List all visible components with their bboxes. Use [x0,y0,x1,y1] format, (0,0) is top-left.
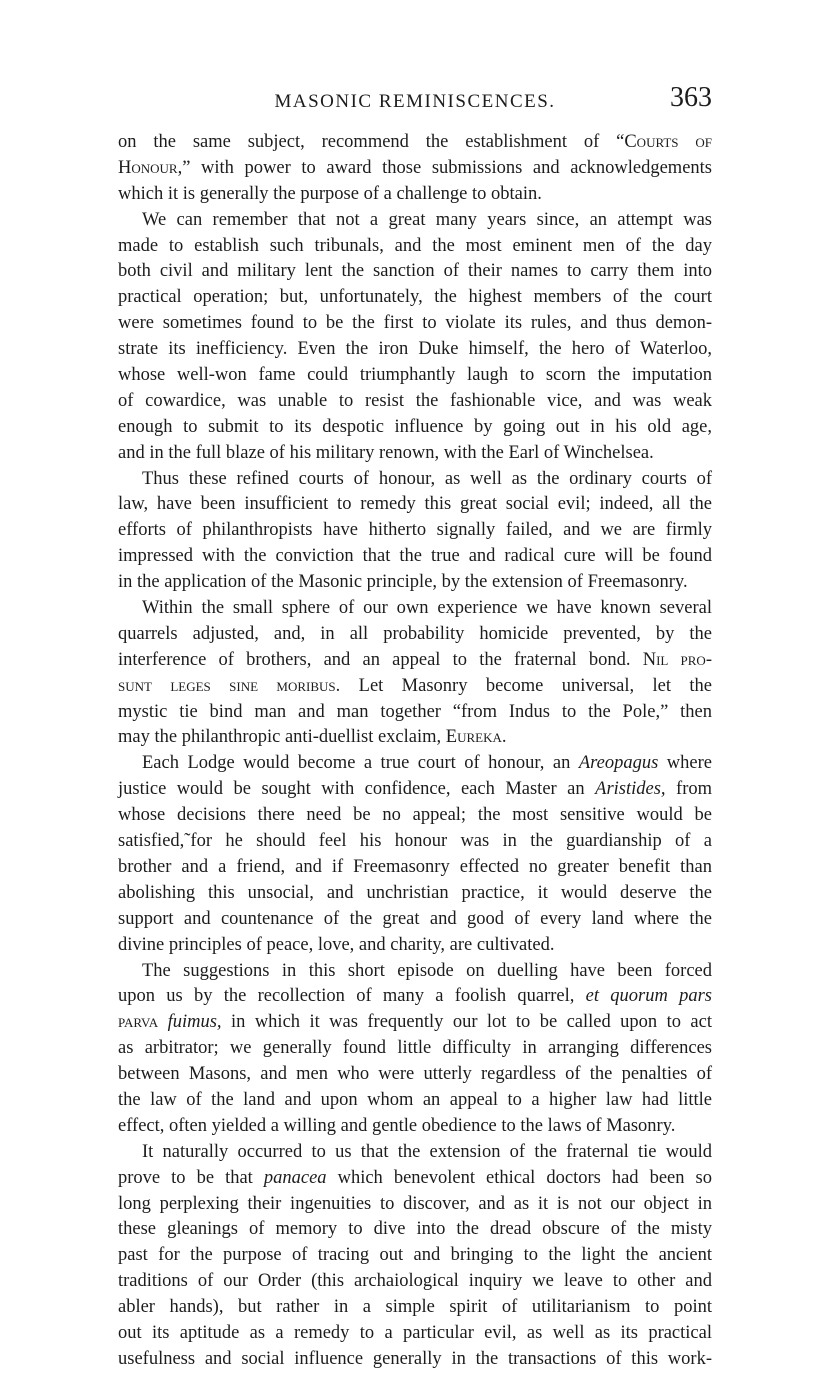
text-line [118,803,712,829]
text-line [118,415,712,441]
text-segment: which benevolent ethical doctors had been so [326,1167,712,1188]
text-line [118,389,712,415]
text-segment: Thus these refined courts of honour, as well as the ordinary courts of [142,468,712,489]
text-segment: ” with power to award those submissions and acknowledgements [182,157,712,178]
text-line [118,751,712,777]
text-segment: which it is generally the purpose of a challenge to obtain. [118,183,542,204]
text-segment: in which it was frequently our lot to be called upon to act [221,1012,712,1033]
text-line [118,1243,712,1269]
text-line [118,622,712,648]
text-line [118,441,712,467]
text-line [118,907,712,933]
text-line [118,285,712,311]
text-line [118,777,712,803]
text-segment: mystic tie bind man and man together “from Indus to the Pole,” then [118,701,712,722]
text-segment: where [658,753,712,774]
text-line [118,182,712,208]
text-line [118,725,712,751]
text-line [118,311,712,337]
text-line [118,674,712,700]
text-line [118,933,712,959]
text-segment: on the same subject, recommend the establishment of “ [118,132,625,152]
text-line [118,648,712,674]
text-segment: the law of the land and upon whom an appeal to a higher law had little [118,1089,712,1110]
text-segment: Let Masonry become universal, let the [340,675,712,696]
text-line [118,1010,712,1036]
italic-text: fuimus, [167,1012,222,1033]
text-segment: whose decisions there need be no appeal; the most sensitive would be [118,805,712,826]
text-line [118,1269,712,1295]
text-line [118,492,712,518]
text-line [118,337,712,363]
text-line [118,1062,712,1088]
text-line [118,1192,712,1218]
text-segment: in the application of the Masonic principle, by the extension of Freemasonry. [118,572,688,593]
text-segment: these gleanings of memory to dive into the dread obscure of the misty [118,1219,712,1240]
text-segment: satisfied,˜for he should feel his honour was in the guardianship of a [118,831,712,852]
text-segment: of cowardice, was unable to resist the fashionable vice, and was weak [118,390,712,411]
text-segment: law, have been insufficient to remedy this great social evil; indeed, all the [118,494,712,515]
page-number: 363 [670,82,712,113]
text-line [118,984,712,1010]
text-segment: as arbitrator; we generally found little difficulty in arranging differences [118,1038,712,1059]
text-segment: interference of brothers, and an appeal to the fraternal bond. [118,649,643,670]
italic-text: et quorum pars [585,986,712,1007]
text-line [118,700,712,726]
text-segment: efforts of philanthropists have hitherto signally failed, and we are firmly [118,520,712,541]
text-line [118,959,712,985]
text-segment: between Masons, and men who were utterly regardless of the penalties of [118,1064,712,1085]
italic-text: Aristides, [595,779,666,800]
text-line [118,363,712,389]
text-segment: abolishing this unsocial, and unchristian practice, it would deserve the [118,882,712,903]
body-text [118,130,712,1373]
text-segment: out its aptitude as a remedy to a particular evil, as well as its practical [118,1322,712,1343]
text-segment: support and countenance of the great and good of every land where the [118,908,712,929]
text-line [118,1140,712,1166]
text-line [118,518,712,544]
text-line [118,1088,712,1114]
text-segment: past for the purpose of tracing out and bringing to the light the ancient [118,1245,712,1266]
text-segment: may the philanthropic anti-duellist exclaim, [118,727,446,748]
running-head [118,82,712,118]
text-line [118,234,712,260]
small-caps-text: Eureka. [445,727,507,748]
text-line [118,881,712,907]
text-segment: upon us by the recollection of many a foolish quarrel, [118,986,586,1007]
text-line [118,570,712,596]
small-caps-text: Honour, [118,157,183,178]
text-segment: effect, often yielded a willing and gentle obedience to the laws of Masonry. [118,1115,676,1136]
text-segment: both civil and military lent the sanction of their names to carry them into [118,261,712,282]
small-caps-text: sunt leges sine moribus. [118,675,341,696]
text-line [118,596,712,622]
text-line [118,130,712,156]
text-segment: traditions of our Order (this archaiological inquiry we leave to other and [118,1271,712,1292]
text-segment: enough to submit to its despotic influence by going out in his old age, [118,416,712,437]
text-line [118,1036,712,1062]
text-segment: Within the small sphere of our own experience we have known several [142,598,712,619]
text-segment: whose well-won fame could triumphantly laugh to scorn the imputation [118,365,712,386]
italic-text: Areopagus [578,753,659,774]
text-line [118,1321,712,1347]
text-line [118,259,712,285]
text-line [118,1295,712,1321]
text-segment: Each Lodge would become a true court of honour, an [142,753,579,774]
italic-text: panacea [263,1167,327,1188]
text-segment: The suggestions in this short episode on duelling have been forced [142,960,712,981]
small-caps-text: Courts of [624,132,713,152]
text-segment: brother and a friend, and if Freemasonry effected no greater benefit than [118,856,712,877]
text-line [118,1347,712,1373]
small-caps-text: Nil pro- [642,649,712,670]
text-segment: It naturally occurred to us that the extension of the fraternal tie would [142,1141,712,1162]
text-segment: divine principles of peace, love, and charity, are cultivated. [118,934,555,955]
text-line [118,1217,712,1243]
text-line [118,208,712,234]
text-segment: abler hands), but rather in a simple spirit of utilitarianism to point [118,1297,712,1318]
text-line [118,1114,712,1140]
text-line [118,544,712,570]
text-line [118,156,712,182]
text-line [118,829,712,855]
text-segment: made to establish such tribunals, and the most eminent men of the day [118,235,712,256]
text-segment: quarrels adjusted, and, in all probability homicide prevented, by the [118,623,712,644]
text-line [118,1166,712,1192]
text-line [118,855,712,881]
text-segment: prove to be that [118,1167,264,1188]
text-segment: justice would be sought with confidence, each Master an [118,779,596,800]
text-segment: and in the full blaze of his military renown, with the Earl of Winchelsea. [118,442,654,463]
text-segment: from [665,779,712,800]
text-segment [158,1012,167,1032]
text-segment: were sometimes found to be the first to violate its rules, and thus demon- [118,313,712,334]
text-segment: We can remember that not a great many years since, an attempt was [142,209,712,230]
text-segment: strate its inefficiency. Even the iron Duke himself, the hero of Waterloo, [118,339,712,360]
text-line [118,467,712,493]
text-segment: usefulness and social influence generally in the transactions of this work- [118,1348,712,1369]
text-segment: impressed with the conviction that the true and radical cure will be found [118,546,712,567]
text-segment: practical operation; but, unfortunately, the highest members of the court [118,287,712,308]
running-title: MASONIC REMINISCENCES. [274,91,556,112]
text-segment: long perplexing their ingenuities to discover, and as it is not our object in [118,1193,712,1214]
small-caps-text: parva [118,1012,159,1033]
